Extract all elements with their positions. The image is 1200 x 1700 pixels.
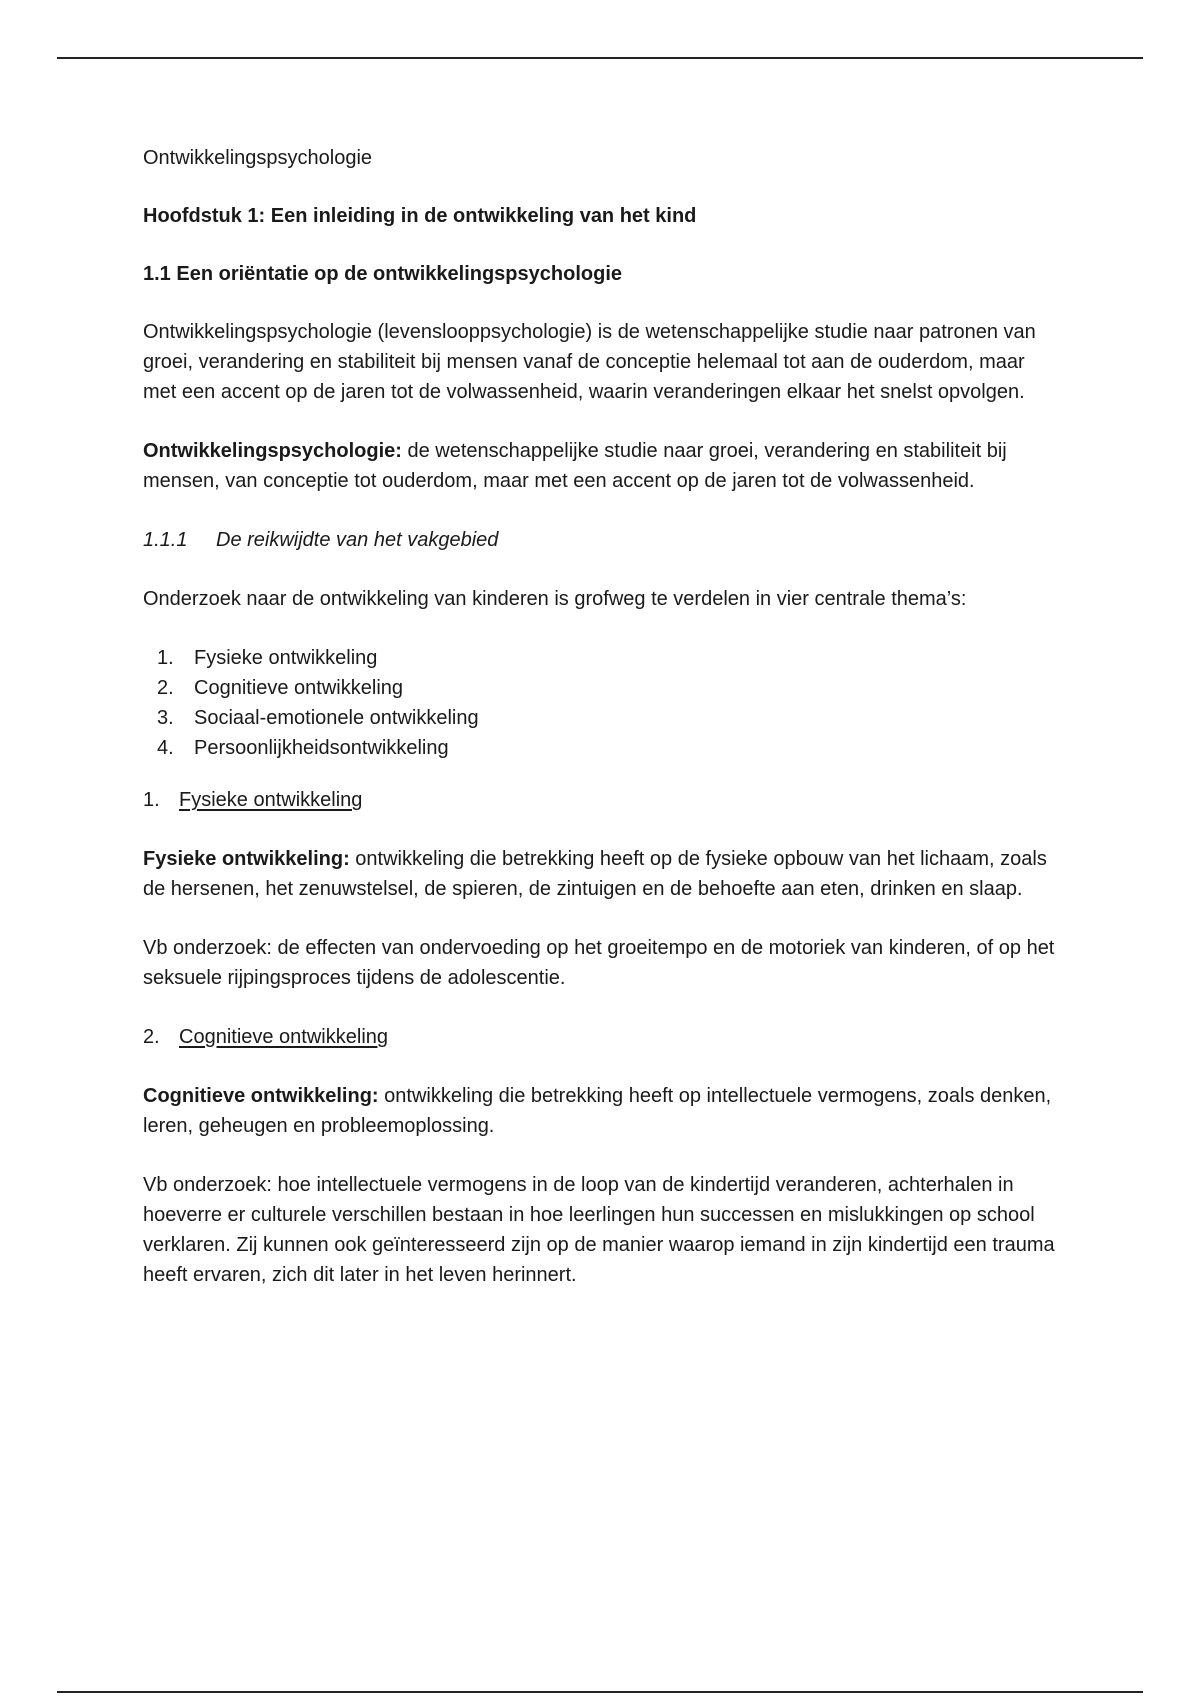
subsection-title: De reikwijdte van het vakgebied [216,529,499,551]
section-heading: 1.1 Een oriëntatie op de ontwikkelingspsychologie [143,263,622,285]
definition-text: ontwikkeling die betrekking heeft op intellectuele vermogens, zoals denken, leren, geheugen en probleemoplossing. [143,1085,1052,1137]
physical-definition [143,844,1063,904]
topic-number: 2. [143,1026,160,1048]
definition-term: Fysieke ontwikkeling: [143,848,350,870]
physical-example: Vb onderzoek: de effecten van ondervoeding op het groeitempo en de motoriek van kinderen, of op het seksuele rijpingsproces tijdens de adolescentie. [143,937,1055,989]
themes-list [143,643,1063,763]
definition-text: ontwikkeling die betrekking heeft op de fysieke opbouw van het lichaam, zoals de hersenen, het zenuwstelsel, de spieren, de zintuigen en de behoefte aan eten, drinken en slaap. [143,848,1047,900]
list-item [143,703,1063,733]
list-item-label: Fysieke ontwikkeling [194,647,378,669]
list-item-label: Sociaal-emotionele ontwikkeling [194,707,479,729]
list-item-number: 3. [157,707,174,729]
definition-term: Cognitieve ontwikkeling: [143,1085,379,1107]
list-item-number: 4. [157,737,174,759]
themes-intro: Onderzoek naar de ontwikkeling van kinderen is grofweg te verdelen in vier centrale thema’s: [143,588,967,610]
definition-paragraph [143,436,1063,496]
definition-term: Ontwikkelingspsychologie: [143,440,402,462]
header-rule [57,57,1143,59]
intro-paragraph: Ontwikkelingspsychologie (levenslooppsychologie) is de wetenschappelijke studie naar patronen van groei, verandering en stabiliteit bij mensen vanaf de conceptie helemaal tot aan de ouderdom, maar met een accent op de jaren tot de volwassenheid, waarin veranderingen elkaar het snelst opvolgen. [143,321,1036,403]
subsection-heading [143,525,1063,555]
list-item [143,733,1063,763]
topic-number: 1. [143,789,160,811]
footer-rule [57,1691,1143,1693]
cognitive-definition [143,1081,1063,1141]
cognitive-example: Vb onderzoek: hoe intellectuele vermogens in de loop van de kindertijd veranderen, achterhalen in hoeverre er culturele verschillen bestaan in hoe leerlingen hun successen en mislukkingen op school verklaren. Zij kunnen ook geïnteresseerd zijn op de manier waarop iemand in zijn kindertijd een trauma heeft ervaren, zich dit later in het leven herinnert. [143,1174,1055,1286]
list-item-label: Cognitieve ontwikkeling [194,677,404,699]
topic-heading-cognitive [143,1022,1063,1052]
list-item [143,673,1063,703]
document-body [143,143,1063,1319]
topic-heading-physical [143,785,1063,815]
subsection-number: 1.1.1 [143,529,188,551]
document-title: Ontwikkelingspsychologie [143,147,373,169]
chapter-heading: Hoofdstuk 1: Een inleiding in de ontwikkeling van het kind [143,205,697,227]
list-item-number: 1. [157,647,174,669]
list-item [143,643,1063,673]
topic-title: Cognitieve ontwikkeling [179,1026,389,1048]
list-item-number: 2. [157,677,174,699]
list-item-label: Persoonlijkheidsontwikkeling [194,737,449,759]
definition-text: de wetenschappelijke studie naar groei, verandering en stabiliteit bij mensen, van conceptie tot ouderdom, maar met een accent op de jaren tot de volwassenheid. [143,440,1007,492]
topic-title: Fysieke ontwikkeling [179,789,363,811]
